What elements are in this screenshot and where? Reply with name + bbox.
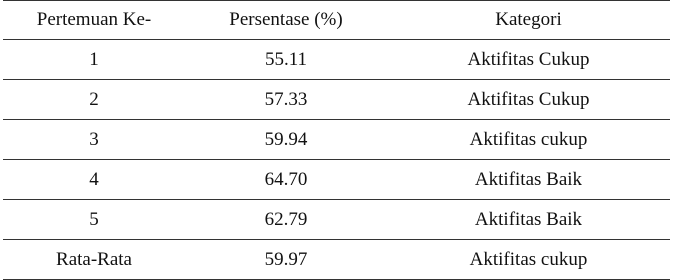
activity-percentage-table bbox=[3, 0, 670, 280]
table-row bbox=[3, 120, 670, 160]
cell-percentage: 57.33 bbox=[185, 80, 387, 120]
cell-average-label: Rata-Rata bbox=[3, 240, 185, 280]
cell-category: Aktifitas Baik bbox=[387, 160, 670, 200]
data-table-container bbox=[3, 0, 670, 280]
header-row bbox=[3, 1, 670, 40]
cell-meeting: 3 bbox=[3, 120, 185, 160]
table-header bbox=[3, 1, 670, 40]
cell-meeting: 1 bbox=[3, 40, 185, 80]
header-meeting: Pertemuan Ke- bbox=[3, 1, 185, 40]
header-category: Kategori bbox=[387, 1, 670, 40]
cell-meeting: 2 bbox=[3, 80, 185, 120]
header-percentage: Persentase (%) bbox=[185, 1, 387, 40]
table-row bbox=[3, 160, 670, 200]
table-row bbox=[3, 40, 670, 80]
cell-percentage: 59.94 bbox=[185, 120, 387, 160]
cell-category: Aktifitas Cukup bbox=[387, 80, 670, 120]
cell-average-category: Aktifitas cukup bbox=[387, 240, 670, 280]
average-row bbox=[3, 240, 670, 280]
cell-meeting: 4 bbox=[3, 160, 185, 200]
cell-meeting: 5 bbox=[3, 200, 185, 240]
cell-category: Aktifitas Baik bbox=[387, 200, 670, 240]
cell-average-percentage: 59.97 bbox=[185, 240, 387, 280]
cell-percentage: 55.11 bbox=[185, 40, 387, 80]
cell-percentage: 64.70 bbox=[185, 160, 387, 200]
table-body bbox=[3, 40, 670, 280]
cell-percentage: 62.79 bbox=[185, 200, 387, 240]
cell-category: Aktifitas cukup bbox=[387, 120, 670, 160]
table-row bbox=[3, 200, 670, 240]
table-row bbox=[3, 80, 670, 120]
cell-category: Aktifitas Cukup bbox=[387, 40, 670, 80]
